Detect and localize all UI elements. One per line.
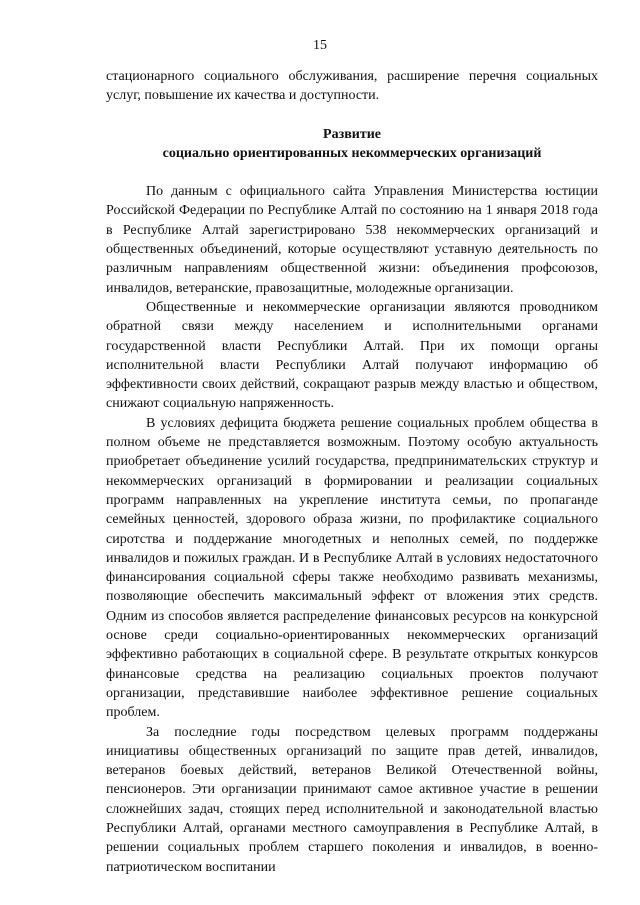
section-heading — [106, 125, 598, 164]
section-heading-line-2: социально ориентированных некоммерческих организаций — [162, 145, 542, 161]
section-heading-line-1: Развитие — [323, 126, 381, 142]
intro-paragraph: стационарного социального обслуживания, расширение перечня социальных услуг, повышение их качества и доступности. — [106, 69, 598, 104]
page-number: 15 — [313, 38, 327, 53]
paragraph-feedback-role: Общественные и некоммерческие организации являются проводником обратной связи между населением и исполнительными органами государственной власти Республики Алтай. При их помощи органы исполнительной власти Республики Алтай получают информацию об эффективности своих действий, сокращают разрыв между властью и обществом, снижают социальную напряженность. — [106, 299, 598, 412]
paragraph-registered-organizations: По данным с официального сайта Управления Министерства юстиции Российской Федерации по Республике Алтай по состоянию на 1 января 2018 года в Республике Алтай зарегистрировано 538 некоммерческих организаций и общественных объединений, которые осуществляют уставную деятельность по различным направлениям общественной жизни: объединения профсоюзов, инвалидов, ветеранские, правозащитные, молодежные организации. — [106, 184, 598, 296]
paragraph-budget-deficit: В условиях дефицита бюджета решение социальных проблем общества в полном объеме не представляется возможным. Поэтому особую актуальность приобретает объединение усилий государства, предпринимательских структур и некоммерческих организаций в формировании и реализации социальных программ направленных на укрепление института семьи, по пропаганде семейных ценностей, здорового образа жизни, по профилактике социального сиротства и поддержание многодетных и неполных семей, по поддержке инвалидов и пожилых граждан. И в Республике Алтай в условиях недостаточного финансирования социальной сферы также необходимо развивать механизмы, позволяющие обеспечить максимальный эффект от вложения этих средств. Одним из способов является распределение финансовых ресурсов на конкурсной основе среди социально-ориентированных некоммерческих организаций эффективно работающих в социальной сфере. В результате открытых конкурсов финансовые средства на реализацию социальных проектов получают организации, представившие наиболее эффективное решение социальных проблем. — [106, 415, 598, 721]
document-body — [106, 67, 598, 877]
paragraph-target-programs: За последние годы посредством целевых программ поддержаны инициативы общественных организаций по защите прав детей, инвалидов, ветеранов боевых действий, ветеранов Великой Отечественной войны, пенсионеров. Эти организации принимают самое активное участие в решении сложнейших задач, стоящих перед исполнительной и законодательной властью Республики Алтай, органами местного самоуправления в Республике Алтай, в решении социальных проблем старшего поколения и инвалидов, в военно-патриотическом воспитании — [106, 724, 598, 875]
